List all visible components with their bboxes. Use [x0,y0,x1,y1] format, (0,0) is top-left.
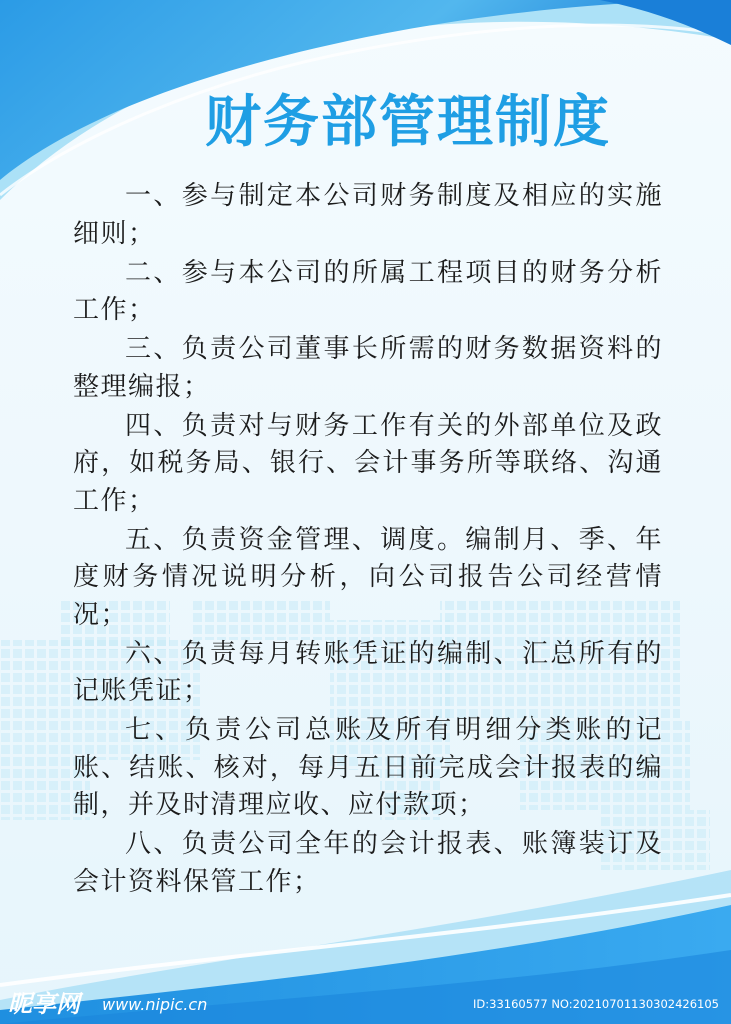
rule-item: 八、负责公司全年的会计报表、账簿装订及会计资料保管工作； [73,829,663,897]
watermark-logo: 昵享网 [8,990,80,1018]
page-title: 财务部管理制度 [205,90,611,155]
rule-item: 一、参与制定本公司财务制度及相应的实施细则； [73,181,663,249]
rule-item: 四、负责对与财务工作有关的外部单位及政府，如税务局、银行、会计事务所等联络、沟通工作； [73,410,663,516]
rule-item: 二、参与本公司的所属工程项目的财务分析工作； [73,257,663,325]
image-id-label: ID:33160577 NO:20210701130302426105 [473,997,719,1011]
rule-item: 六、负责每月转账凭证的编制、汇总所有的记账凭证； [73,638,663,706]
rule-item: 七、负责公司总账及所有明细分类账的记账、结账、核对，每月五日前完成会计报表的编制，并及时清理应收、应付款项； [73,715,663,820]
watermark-site: www.nipic.cn [102,995,208,1014]
rules-list [73,178,663,903]
rule-item: 五、负责资金管理、调度。编制月、季、年度财务情况说明分析，向公司报告公司经营情况； [73,524,663,630]
rule-item: 三、负责公司董事长所需的财务数据资料的整理编报； [73,334,663,402]
